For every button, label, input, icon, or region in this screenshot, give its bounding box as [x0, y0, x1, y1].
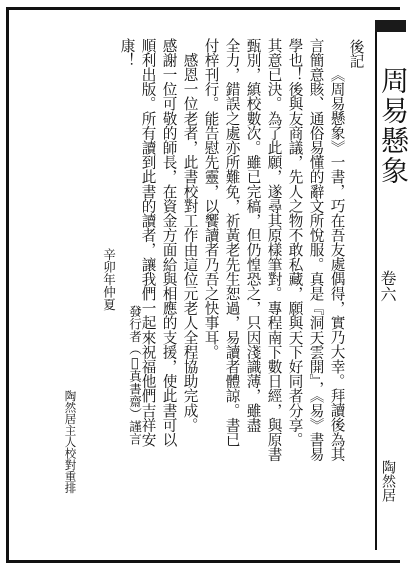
adjacent-credit: 陶然居 [380, 460, 396, 502]
text-column-7: 付梓刊行。能告慰先靈，以饗讀者乃吾之快事耳。 [202, 38, 220, 360]
text-column-11: 康！ [118, 38, 136, 68]
text-column-10: 順利出版。所有讀到此書的讀者，讓我們一起來祝福他們吉祥安 [139, 38, 157, 447]
header-bar [375, 20, 406, 32]
date-line: 辛卯年仲夏 [101, 248, 117, 311]
adjacent-title: 周易懸象 [377, 66, 410, 186]
text-column-4: 其意已決。為了此願，遂尋其原樣筆對。專程南下數日經，與原書 [265, 38, 283, 462]
adjacent-volume: 卷六 [378, 270, 397, 302]
text-column-9: 感謝一位可敬的師長，在資金方面給與相應的支援，使此書可以 [160, 38, 178, 447]
text-column-3: 學也！後與友商議，先人之物不敢私藏，願與天下好同者分享。 [286, 38, 304, 447]
text-column-6: 全力，錯誤之處亦所難免，祈黃老先生恕過，易讀者體諒。書已 [223, 38, 241, 447]
publisher-line: 發行者（𨌾真書齋）謹言 [127, 305, 143, 445]
text-column-8: 感恩一位老者，此書校對工作由這位元老人全程協助完成。 [181, 38, 199, 433]
text-column-2: 言簡意賅、通俗易懂的辭文所悅服。真是『洞天雲開』，《易》書易 [307, 38, 325, 462]
text-column-5: 甄別，縝校數次。雖已完稿，但仍惶恐之，只因淺識薄，雖盡 [244, 38, 262, 433]
proofreader-line: 陶然居主人校對重排 [63, 390, 78, 494]
adjacent-page-edge [375, 20, 410, 550]
text-column-1: 《周易懸象》一書，巧在吾友處偶得，實乃大幸。拜讀後為其 [328, 67, 346, 462]
afterword-heading: 後記 [347, 39, 365, 69]
